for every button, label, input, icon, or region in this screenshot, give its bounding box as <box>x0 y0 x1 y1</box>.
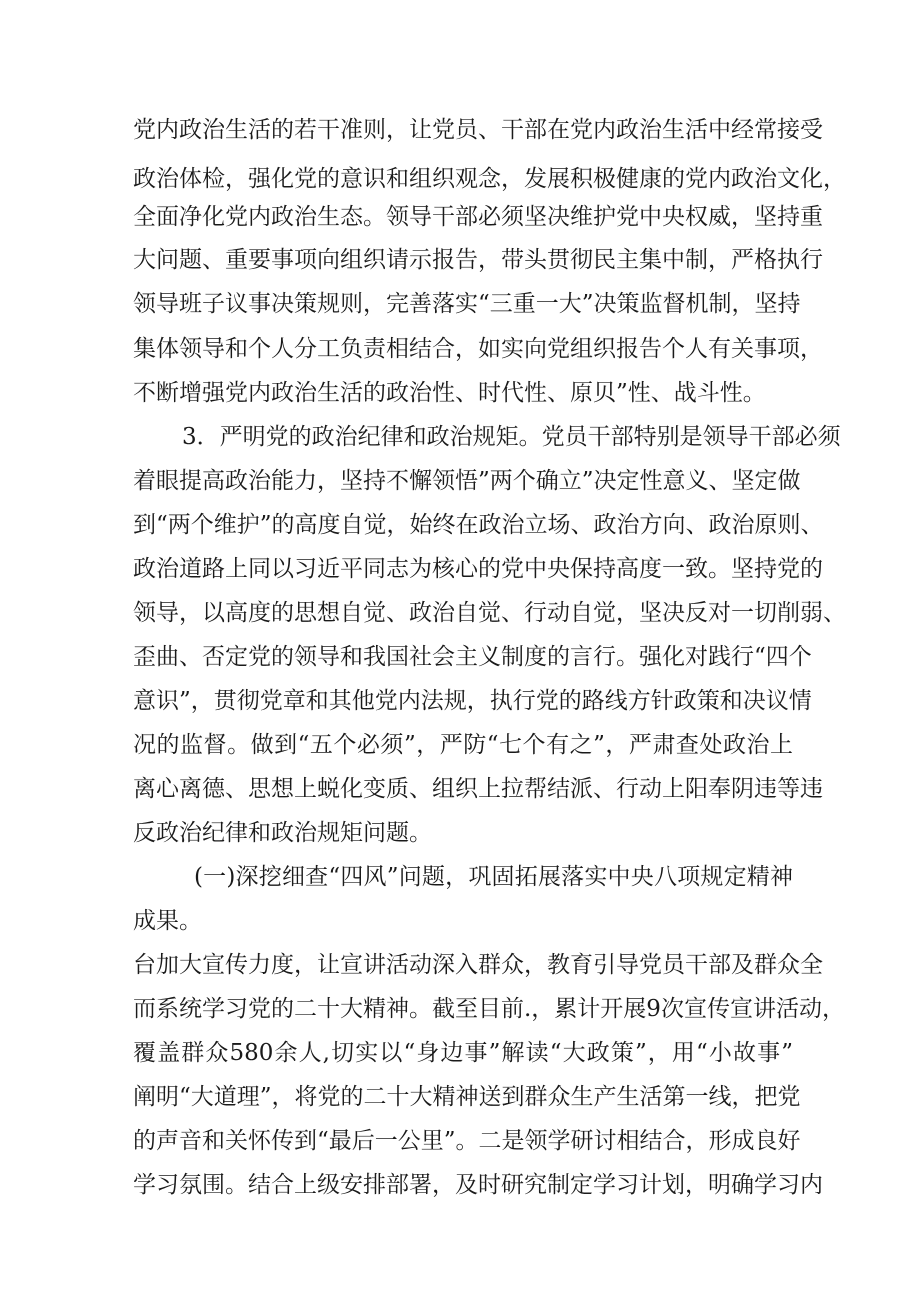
text-line: 全面净化党内政治生态。领导干部必须坚决维护党中央权威，坚持重 <box>133 204 823 230</box>
text-line: 反政治纪律和政治规矩问题。 <box>133 820 432 846</box>
section-heading-line: 3．严明党的政治纪律和政治规矩。党员干部特别是领导干部必须 <box>182 424 841 450</box>
text-line: 台加大宣传力度，让宣讲活动深入群众，教育引导党员干部及群众全 <box>133 952 823 978</box>
text-line: 学习氛围。结合上级安排部署，及时研究制定学习计划，明确学习内 <box>133 1172 823 1198</box>
text-line: 党内政治生活的若干准则，让党员、干部在党内政治生活中经常接受 <box>133 117 823 143</box>
text-line: 离心离德、思想上蜕化变质、组织上拉帮结派、行动上阳奉阴违等违 <box>133 776 823 802</box>
text-line: 的声音和关怀传到“最后一公里”。二是领学研讨相结合，形成良好 <box>133 1128 801 1154</box>
text-line: 成果。 <box>133 908 202 934</box>
text-line: 到“两个维护”的高度自觉，始终在政治立场、政治方向、政治原则、 <box>133 512 824 538</box>
text-line: 况的监督。做到“五个必须”，严防“七个有之”，严肃查处政治上 <box>133 732 793 758</box>
text-line: 而系统学习党的二十大精神。截至目前.，累计开展9次宣传宣讲活动， <box>133 996 845 1022</box>
text-line: 政治道路上同以习近平同志为核心的党中央保持高度一致。坚持党的 <box>133 556 823 582</box>
text-line: 意识”，贯彻党章和其他党内法规，执行党的路线方针政策和决议情 <box>133 688 812 714</box>
text-line: 着眼提高政治能力，坚持不懈领悟”两个确立”决定性意义、坚定做 <box>133 468 801 494</box>
text-line: 领导班子议事决策规则，完善落实“三重一大”决策监督机制，坚持 <box>133 291 801 317</box>
text-line: 政治体检，强化党的意识和组织观念，发展积极健康的党内政治文化， <box>133 166 846 192</box>
text-line: 集体领导和个人分工负责相结合，如实向党组织报告个人有关事项， <box>133 336 823 362</box>
text-line: 不断增强党内政治生活的政治性、时代性、原贝”性、战斗性。 <box>133 380 766 406</box>
subsection-heading-line: (一)深挖细查“四风”问题，巩固拓展落实中央八项规定精神 <box>194 864 793 890</box>
text-line: 覆盖群众580余人,切实以“身边事”解读“大政策”，用“小故事” <box>133 1040 793 1066</box>
text-line: 大问题、重要事项向组织请示报告，带头贯彻民主集中制，严格执行 <box>133 247 823 273</box>
text-line: 领导，以高度的思想自觉、政治自觉、行动自觉，坚决反对一切削弱、 <box>133 600 846 626</box>
text-line: 阐明“大道理”，将党的二十大精神送到群众生产生活第一线，把党 <box>133 1084 801 1110</box>
text-line: 歪曲、否定党的领导和我国社会主义制度的言行。强化对践行“四个 <box>133 644 812 670</box>
